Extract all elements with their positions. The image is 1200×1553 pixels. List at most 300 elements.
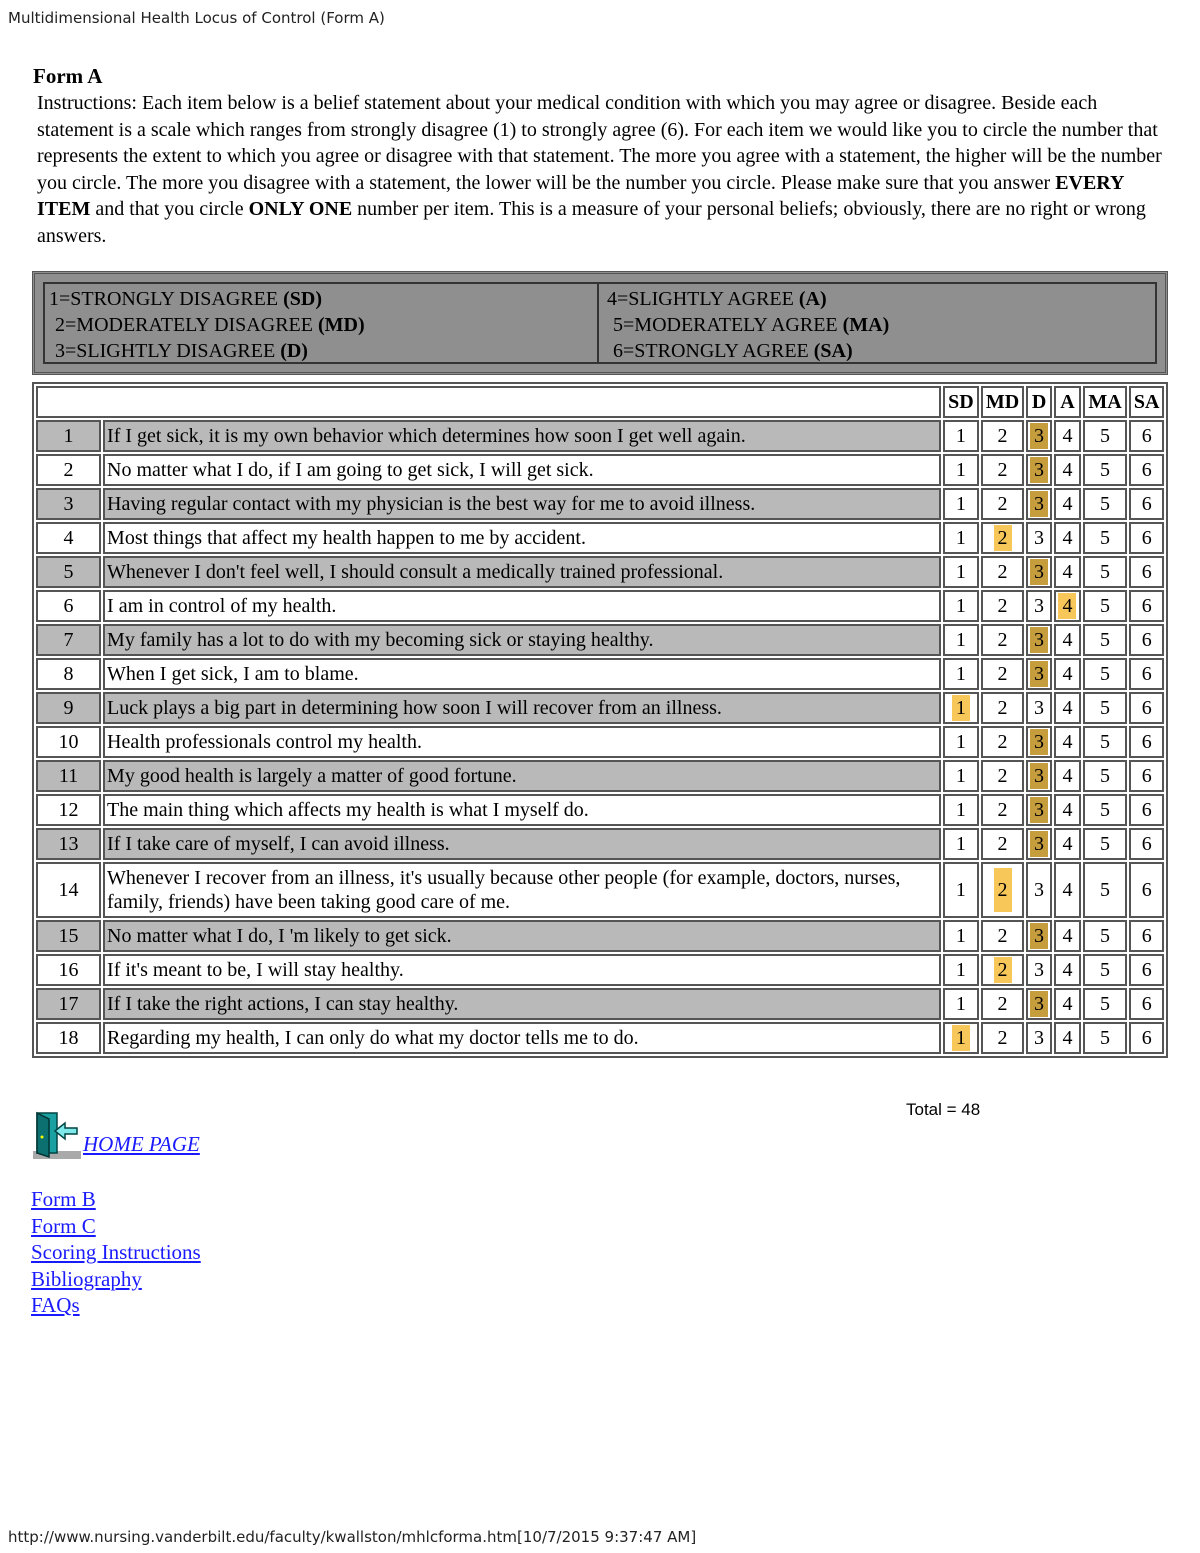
- scale-value: 5: [1100, 731, 1111, 753]
- scale-value: 1: [955, 833, 966, 855]
- scale-value: 4: [1062, 879, 1073, 901]
- col-header-d: D: [1026, 386, 1052, 418]
- scale-value: 2: [997, 629, 1008, 651]
- scale-value: 2: [997, 765, 1008, 787]
- scale-value: 5: [1100, 799, 1111, 821]
- legend-text: 3=SLIGHTLY DISAGREE: [55, 340, 281, 362]
- scale-option-a[interactable]: [1054, 1022, 1080, 1054]
- instructions-bold1: EVERY ITEM: [37, 171, 1124, 220]
- scale-value: 4: [1062, 799, 1073, 821]
- scale-option-sa[interactable]: [1129, 760, 1164, 792]
- scale-option-d[interactable]: [1026, 624, 1052, 656]
- scale-option-ma[interactable]: [1083, 658, 1128, 690]
- scale-option-ma[interactable]: [1083, 954, 1128, 986]
- scale-option-sd[interactable]: [943, 420, 980, 452]
- scale-value: 1: [955, 561, 966, 583]
- header-blank: [36, 386, 941, 418]
- legend-text: 5=MODERATELY AGREE: [613, 314, 843, 336]
- scale-value: 6: [1141, 731, 1152, 753]
- scale-option-md[interactable]: [981, 556, 1024, 588]
- item-number: 2: [36, 454, 101, 486]
- col-header-md: MD: [981, 386, 1024, 418]
- scale-option-d[interactable]: [1026, 862, 1052, 918]
- selected-scale-value: 3: [1030, 831, 1048, 857]
- table-row: [36, 794, 1164, 826]
- scale-option-d[interactable]: [1026, 988, 1052, 1020]
- scale-option-d[interactable]: [1026, 954, 1052, 986]
- item-statement: Whenever I don't feel well, I should consult a medically trained professional.: [103, 556, 941, 588]
- link-faqs[interactable]: FAQs: [31, 1293, 80, 1317]
- scale-value: 6: [1141, 663, 1152, 685]
- selected-scale-value: 3: [1030, 627, 1048, 653]
- scale-value: 5: [1100, 595, 1111, 617]
- scale-value: 4: [1062, 527, 1073, 549]
- col-header-a: A: [1054, 386, 1080, 418]
- scale-value: 4: [1062, 1027, 1073, 1049]
- scale-option-sd[interactable]: [943, 454, 980, 486]
- selected-scale-value: 3: [1030, 423, 1048, 449]
- scale-value: 2: [997, 561, 1008, 583]
- scale-option-sa[interactable]: [1129, 828, 1164, 860]
- scale-value: 3: [1034, 527, 1045, 549]
- item-number: 14: [36, 862, 101, 918]
- selected-scale-value: 3: [1030, 991, 1048, 1017]
- scale-option-sa[interactable]: [1129, 420, 1164, 452]
- table-row: [36, 828, 1164, 860]
- scale-value: 5: [1100, 959, 1111, 981]
- item-number: 6: [36, 590, 101, 622]
- scale-option-sa[interactable]: [1129, 954, 1164, 986]
- scale-option-sa[interactable]: [1129, 920, 1164, 952]
- scale-option-sd[interactable]: [943, 658, 980, 690]
- scale-value: 4: [1062, 459, 1073, 481]
- scale-value: 4: [1062, 561, 1073, 583]
- legend-abbr: (A): [798, 288, 827, 310]
- scale-option-ma[interactable]: [1083, 920, 1128, 952]
- scale-option-d[interactable]: [1026, 920, 1052, 952]
- table-row: [36, 590, 1164, 622]
- table-row: [36, 488, 1164, 520]
- scale-legend: [32, 271, 1168, 375]
- scale-value: 5: [1100, 561, 1111, 583]
- scale-option-d[interactable]: [1026, 692, 1052, 724]
- scale-value: 2: [997, 731, 1008, 753]
- scale-value: 6: [1141, 527, 1152, 549]
- scale-option-md[interactable]: [981, 420, 1024, 452]
- scale-option-sd[interactable]: [943, 794, 980, 826]
- item-statement: If I take care of myself, I can avoid illness.: [103, 828, 941, 860]
- link-form-c[interactable]: Form C: [31, 1213, 96, 1238]
- scale-legend-inner: [43, 282, 1157, 364]
- table-row: [36, 624, 1164, 656]
- scale-option-ma[interactable]: [1083, 488, 1128, 520]
- item-number: 5: [36, 556, 101, 588]
- scale-value: 2: [997, 925, 1008, 947]
- selected-scale-value: 1: [952, 1025, 970, 1051]
- instructions-part3: number per item. This is a measure of your personal beliefs; obviously, there are no right or wrong answers.: [37, 198, 1146, 247]
- legend-abbr: (D): [280, 340, 308, 362]
- scale-option-a[interactable]: [1054, 920, 1080, 952]
- table-row: [36, 920, 1164, 952]
- item-number: 4: [36, 522, 101, 554]
- scale-option-ma[interactable]: [1083, 1022, 1128, 1054]
- selected-scale-value: 4: [1058, 593, 1076, 619]
- scale-value: 5: [1100, 833, 1111, 855]
- total-score: Total = 48: [906, 1100, 981, 1119]
- scale-value: 4: [1062, 731, 1073, 753]
- item-statement: I am in control of my health.: [103, 590, 941, 622]
- scale-option-d[interactable]: [1026, 556, 1052, 588]
- scale-option-ma[interactable]: [1083, 420, 1128, 452]
- scale-option-d[interactable]: [1026, 726, 1052, 758]
- scale-option-md[interactable]: [981, 1022, 1024, 1054]
- legend-text: 1=STRONGLY DISAGREE: [49, 288, 284, 310]
- scale-option-a[interactable]: [1054, 522, 1080, 554]
- scale-value: 1: [955, 663, 966, 685]
- scale-option-sd[interactable]: [943, 828, 980, 860]
- link-form-b[interactable]: Form B: [31, 1187, 96, 1211]
- scale-value: 3: [1034, 959, 1045, 981]
- instructions: [37, 90, 1177, 249]
- item-statement: If I get sick, it is my own behavior which determines how soon I get well again.: [103, 420, 941, 452]
- link-bibliography[interactable]: Bibliography: [31, 1266, 142, 1291]
- legend-line: [49, 286, 589, 312]
- item-number: 12: [36, 794, 101, 826]
- table-row: [36, 556, 1164, 588]
- selected-scale-value: 3: [1030, 661, 1048, 687]
- scale-option-md[interactable]: [981, 624, 1024, 656]
- selected-scale-value: 3: [1030, 763, 1048, 789]
- scale-value: 6: [1141, 561, 1152, 583]
- legend-line: [49, 338, 589, 364]
- item-number: 16: [36, 954, 101, 986]
- scale-value: 4: [1062, 493, 1073, 515]
- scale-value: 3: [1034, 595, 1045, 617]
- legend-line: [607, 312, 1147, 338]
- selected-scale-value: 3: [1030, 797, 1048, 823]
- scale-option-sa[interactable]: [1129, 658, 1164, 690]
- scale-option-a[interactable]: [1054, 828, 1080, 860]
- scale-value: 2: [997, 697, 1008, 719]
- link-scoring-instructions[interactable]: Scoring Instructions: [31, 1240, 201, 1264]
- item-statement: When I get sick, I am to blame.: [103, 658, 941, 690]
- legend-text: 6=STRONGLY AGREE: [613, 340, 814, 362]
- exit-door-icon[interactable]: [33, 1111, 81, 1159]
- item-number: 15: [36, 920, 101, 952]
- scale-value: 1: [955, 595, 966, 617]
- form-title: Form A: [33, 64, 103, 88]
- table-row: [36, 658, 1164, 690]
- scale-value: 1: [955, 993, 966, 1015]
- scale-option-a[interactable]: [1054, 954, 1080, 986]
- scale-option-sd[interactable]: [943, 1022, 980, 1054]
- scale-option-sa[interactable]: [1129, 692, 1164, 724]
- scale-option-sd[interactable]: [943, 624, 980, 656]
- scale-value: 3: [1034, 1027, 1045, 1049]
- table-row: [36, 760, 1164, 792]
- table-row: [36, 1022, 1164, 1054]
- scale-value: 4: [1062, 833, 1073, 855]
- scale-value: 1: [955, 731, 966, 753]
- scale-value: 5: [1100, 879, 1111, 901]
- scale-value: 2: [997, 799, 1008, 821]
- scale-value: 6: [1141, 595, 1152, 617]
- scale-option-sd[interactable]: [943, 522, 980, 554]
- item-number: 13: [36, 828, 101, 860]
- scale-value: 2: [997, 663, 1008, 685]
- scale-value: 1: [955, 425, 966, 447]
- scale-option-sa[interactable]: [1129, 624, 1164, 656]
- scale-value: 5: [1100, 993, 1111, 1015]
- scale-value: 1: [955, 493, 966, 515]
- scale-option-d[interactable]: [1026, 658, 1052, 690]
- scale-option-md[interactable]: [981, 590, 1024, 622]
- item-statement: Most things that affect my health happen to me by accident.: [103, 522, 941, 554]
- scale-option-a[interactable]: [1054, 794, 1080, 826]
- scale-value: 1: [955, 765, 966, 787]
- scale-option-sd[interactable]: [943, 488, 980, 520]
- scale-option-sa[interactable]: [1129, 794, 1164, 826]
- scale-value: 5: [1100, 493, 1111, 515]
- scale-option-sa[interactable]: [1129, 726, 1164, 758]
- scale-value: 6: [1141, 879, 1152, 901]
- scale-value: 6: [1141, 1027, 1152, 1049]
- scale-option-sa[interactable]: [1129, 590, 1164, 622]
- scale-option-ma[interactable]: [1083, 692, 1128, 724]
- legend-abbr: (SD): [283, 288, 322, 310]
- scale-option-d[interactable]: [1026, 522, 1052, 554]
- scale-value: 6: [1141, 459, 1152, 481]
- scale-value: 6: [1141, 765, 1152, 787]
- scale-option-sd[interactable]: [943, 920, 980, 952]
- item-statement: Whenever I recover from an illness, it's usually because other people (for example, doctors, nurses, family, friends) have been taking good care of me.: [103, 862, 941, 918]
- item-statement: My family has a lot to do with my becoming sick or staying healthy.: [103, 624, 941, 656]
- selected-scale-value: 3: [1030, 457, 1048, 483]
- table-row: [36, 420, 1164, 452]
- scale-option-sd[interactable]: [943, 726, 980, 758]
- scale-option-sa[interactable]: [1129, 1022, 1164, 1054]
- scale-option-d[interactable]: [1026, 794, 1052, 826]
- scale-option-a[interactable]: [1054, 862, 1080, 918]
- scale-option-md[interactable]: [981, 760, 1024, 792]
- scale-option-sa[interactable]: [1129, 454, 1164, 486]
- scale-option-md[interactable]: [981, 522, 1024, 554]
- scale-value: 1: [955, 959, 966, 981]
- instructions-part1: Instructions: Each item below is a belief statement about your medical condition with which you may agree or disagree. Beside each statement is a scale which ranges from strongly disagree (1) to strongly agree (6). For each item we would like you to circle the number that represents the extent to which you agree or disagree with that statement. The more you agree with a statement, the higher will be the number you circle. The more you disagree with a statement, the lower will be the number you circle. Please make sure that you answer: [37, 92, 1162, 194]
- legend-text: 2=MODERATELY DISAGREE: [55, 314, 318, 336]
- scale-option-sa[interactable]: [1129, 488, 1164, 520]
- table-row: [36, 454, 1164, 486]
- scale-option-md[interactable]: [981, 954, 1024, 986]
- table-row: [36, 954, 1164, 986]
- scale-option-ma[interactable]: [1083, 828, 1128, 860]
- scale-option-sd[interactable]: [943, 862, 980, 918]
- table-row: [36, 726, 1164, 758]
- item-number: 9: [36, 692, 101, 724]
- scale-value: 2: [997, 459, 1008, 481]
- scale-value: 6: [1141, 959, 1152, 981]
- scale-value: 4: [1062, 765, 1073, 787]
- item-statement: No matter what I do, I 'm likely to get sick.: [103, 920, 941, 952]
- scale-option-sd[interactable]: [943, 954, 980, 986]
- scale-option-ma[interactable]: [1083, 624, 1128, 656]
- scale-value: 5: [1100, 697, 1111, 719]
- scale-option-ma[interactable]: [1083, 522, 1128, 554]
- scale-value: 6: [1141, 493, 1152, 515]
- scale-value: 1: [955, 925, 966, 947]
- scale-value: 2: [997, 493, 1008, 515]
- item-statement: Regarding my health, I can only do what my doctor tells me to do.: [103, 1022, 941, 1054]
- scale-option-a[interactable]: [1054, 988, 1080, 1020]
- home-nav[interactable]: [33, 1107, 200, 1159]
- item-statement: Luck plays a big part in determining how soon I will recover from an illness.: [103, 692, 941, 724]
- page-header: Multidimensional Health Locus of Control (Form A): [8, 9, 385, 27]
- selected-scale-value: 2: [994, 525, 1012, 551]
- scale-option-md[interactable]: [981, 692, 1024, 724]
- scale-option-sa[interactable]: [1129, 862, 1164, 918]
- scale-option-ma[interactable]: [1083, 726, 1128, 758]
- scale-value: 6: [1141, 993, 1152, 1015]
- scale-value: 5: [1100, 459, 1111, 481]
- scale-value: 5: [1100, 663, 1111, 685]
- scale-option-ma[interactable]: [1083, 590, 1128, 622]
- scale-value: 1: [955, 629, 966, 651]
- item-statement: The main thing which affects my health is what I myself do.: [103, 794, 941, 826]
- selected-scale-value: 2: [994, 957, 1012, 983]
- scale-option-sd[interactable]: [943, 988, 980, 1020]
- item-number: 1: [36, 420, 101, 452]
- scale-option-md[interactable]: [981, 988, 1024, 1020]
- legend-line: [607, 286, 1147, 312]
- scale-option-a[interactable]: [1054, 556, 1080, 588]
- scale-option-md[interactable]: [981, 454, 1024, 486]
- scale-value: 5: [1100, 425, 1111, 447]
- scale-value: 6: [1141, 925, 1152, 947]
- scale-option-d[interactable]: [1026, 828, 1052, 860]
- scale-option-ma[interactable]: [1083, 794, 1128, 826]
- scale-option-md[interactable]: [981, 828, 1024, 860]
- selected-scale-value: 3: [1030, 729, 1048, 755]
- legend-text: 4=SLIGHTLY AGREE: [607, 288, 799, 310]
- scale-option-sd[interactable]: [943, 760, 980, 792]
- legend-line: [607, 338, 1147, 364]
- scale-option-sd[interactable]: [943, 556, 980, 588]
- item-statement: Health professionals control my health.: [103, 726, 941, 758]
- item-statement: If it's meant to be, I will stay healthy.: [103, 954, 941, 986]
- scale-option-d[interactable]: [1026, 488, 1052, 520]
- selected-scale-value: 3: [1030, 491, 1048, 517]
- scale-option-md[interactable]: [981, 488, 1024, 520]
- selected-scale-value: 1: [952, 695, 970, 721]
- scale-value: 4: [1062, 697, 1073, 719]
- scale-option-a[interactable]: [1054, 726, 1080, 758]
- item-number: 11: [36, 760, 101, 792]
- scale-option-ma[interactable]: [1083, 988, 1128, 1020]
- scale-value: 5: [1100, 765, 1111, 787]
- table-row: [36, 692, 1164, 724]
- scale-option-a[interactable]: [1054, 624, 1080, 656]
- scale-value: 1: [955, 879, 966, 901]
- scale-value: 6: [1141, 629, 1152, 651]
- survey-body: [36, 420, 1164, 1054]
- item-statement: If I take the right actions, I can stay healthy.: [103, 988, 941, 1020]
- table-row: [36, 988, 1164, 1020]
- scale-option-ma[interactable]: [1083, 454, 1128, 486]
- scale-value: 5: [1100, 925, 1111, 947]
- scale-value: 6: [1141, 833, 1152, 855]
- legend-agree-column: [599, 284, 1155, 362]
- nav-links: [31, 1186, 201, 1319]
- col-header-ma: MA: [1083, 386, 1128, 418]
- legend-abbr: (MA): [842, 314, 890, 336]
- home-page-link[interactable]: HOME PAGE: [83, 1132, 200, 1156]
- scale-option-d[interactable]: [1026, 420, 1052, 452]
- scale-option-md[interactable]: [981, 726, 1024, 758]
- scale-value: 3: [1034, 697, 1045, 719]
- scale-option-a[interactable]: [1054, 760, 1080, 792]
- scale-value: 4: [1062, 425, 1073, 447]
- scale-option-md[interactable]: [981, 794, 1024, 826]
- scale-value: 1: [955, 799, 966, 821]
- scale-value: 1: [955, 459, 966, 481]
- scale-value: 4: [1062, 959, 1073, 981]
- col-header-sa: SA: [1129, 386, 1164, 418]
- item-statement: No matter what I do, if I am going to get sick, I will get sick.: [103, 454, 941, 486]
- scale-option-a[interactable]: [1054, 590, 1080, 622]
- scale-value: 6: [1141, 799, 1152, 821]
- scale-value: 5: [1100, 527, 1111, 549]
- scale-option-a[interactable]: [1054, 454, 1080, 486]
- item-statement: My good health is largely a matter of good fortune.: [103, 760, 941, 792]
- scale-option-d[interactable]: [1026, 760, 1052, 792]
- scale-value: 1: [955, 527, 966, 549]
- scale-option-ma[interactable]: [1083, 556, 1128, 588]
- table-row: [36, 522, 1164, 554]
- scale-option-a[interactable]: [1054, 488, 1080, 520]
- scale-option-md[interactable]: [981, 920, 1024, 952]
- scale-value: 2: [997, 1027, 1008, 1049]
- item-number: 8: [36, 658, 101, 690]
- scale-option-d[interactable]: [1026, 1022, 1052, 1054]
- scale-option-md[interactable]: [981, 862, 1024, 918]
- item-statement: Having regular contact with my physician is the best way for me to avoid illness.: [103, 488, 941, 520]
- scale-value: 3: [1034, 879, 1045, 901]
- scale-option-d[interactable]: [1026, 454, 1052, 486]
- scale-option-a[interactable]: [1054, 420, 1080, 452]
- scale-option-md[interactable]: [981, 658, 1024, 690]
- scale-option-ma[interactable]: [1083, 862, 1128, 918]
- selected-scale-value: 3: [1030, 559, 1048, 585]
- item-number: 18: [36, 1022, 101, 1054]
- scale-option-a[interactable]: [1054, 692, 1080, 724]
- table-row: [36, 862, 1164, 918]
- scale-option-sa[interactable]: [1129, 556, 1164, 588]
- scale-value: 6: [1141, 425, 1152, 447]
- scale-value: 2: [997, 993, 1008, 1015]
- scale-option-d[interactable]: [1026, 590, 1052, 622]
- scale-value: 4: [1062, 629, 1073, 651]
- selected-scale-value: 3: [1030, 923, 1048, 949]
- scale-value: 5: [1100, 1027, 1111, 1049]
- scale-option-sd[interactable]: [943, 692, 980, 724]
- scale-option-sd[interactable]: [943, 590, 980, 622]
- scale-option-sa[interactable]: [1129, 522, 1164, 554]
- scale-option-sa[interactable]: [1129, 988, 1164, 1020]
- selected-scale-value: 2: [994, 868, 1012, 912]
- scale-option-a[interactable]: [1054, 658, 1080, 690]
- scale-option-ma[interactable]: [1083, 760, 1128, 792]
- scale-value: 5: [1100, 629, 1111, 651]
